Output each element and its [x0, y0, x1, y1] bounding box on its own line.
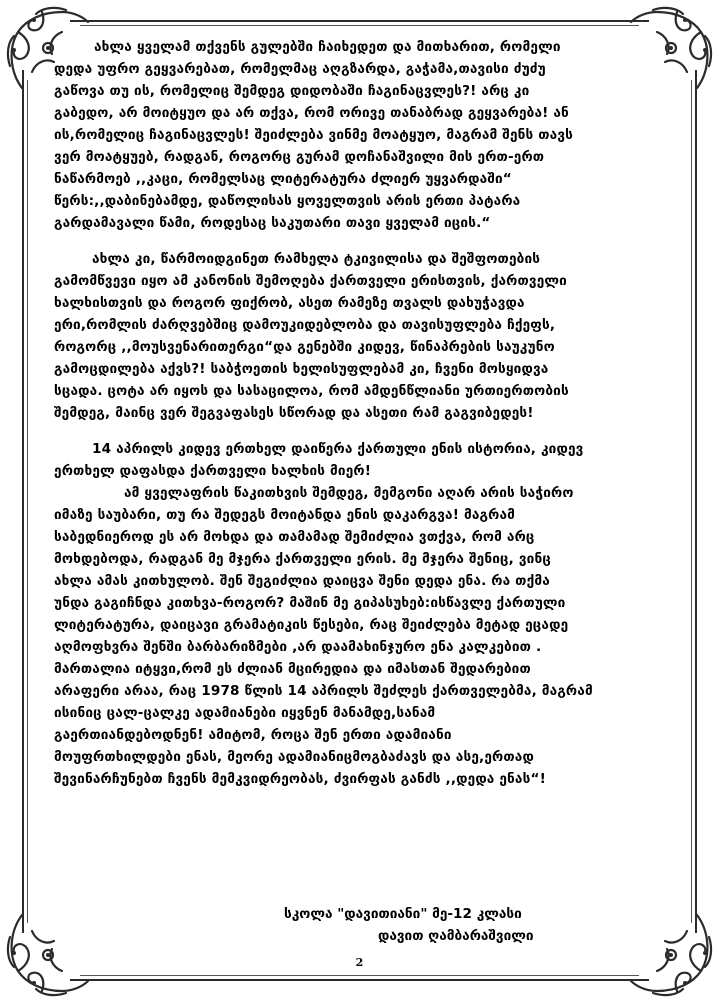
- page-number: 2: [355, 956, 364, 969]
- text-line: 14 აპრილს კიდევ ერთხელ დაიწერა ქართული ენის ისტორია, კიდევ: [92, 441, 584, 457]
- text-line: მოხდებოდა, რადგან მე მჯერა ქართველი ერის. მე მჯერა შენიც, ვინც: [54, 551, 551, 567]
- frame-border-bottom: [70, 979, 649, 981]
- text-line: გარდამავალი წამი, როდესაც საკუთარი თავი ყველამ იცის.“: [54, 215, 491, 231]
- essay-paragraph: [54, 36, 634, 234]
- text-line: ლიტერატურა, დაიცავი გრამატიკის წესები, რაც შეიძლება მეტად ეცადე: [54, 617, 569, 633]
- text-line: გამომწვევი იყო ამ კანონის შემოღება ქართველი ერისთვის, ქართველი: [54, 273, 567, 289]
- ornament-corner-top-right-icon: [629, 2, 717, 90]
- text-line: სცადა. ცოტა არ იყოს და სასაცილოა, რომ ამდენწლიანი ურთიერთობის: [54, 383, 569, 399]
- text-line: შევინარჩუნებთ ჩვენს მემკვიდრეობას, ძვირფას განძს ,,დედა ენას“!: [54, 771, 546, 787]
- text-line: გაერთიანდებოდნენ! ამიტომ, როცა შენ ერთი ადამიანი: [54, 727, 452, 743]
- text-line: გამოცდილება აქვს?! საბჭოეთის ხელისუფლებამ კი, ჩვენი მოსყიდვა: [54, 361, 549, 377]
- frame-border-top: [70, 20, 649, 22]
- text-line: უნდა გაგიჩნდა კითხვა-როგორ? მაშინ მე გიპასუხებ:ისწავლე ქართული: [54, 595, 566, 611]
- text-line: გაწოვა თუ ის, რომელიც შემდეგ დიდობაში ჩაგინაცვლეს?! არც კი: [54, 83, 530, 99]
- text-line: აღმოფხვრა შენში ბარბარიზმები ,არ დაამახინჯურო ენა კალკებით .: [54, 639, 542, 655]
- signature-school: სკოლა "დავითიანი" მე-12 კლასი: [284, 906, 522, 922]
- text-line: მოუფრთხილდები ენას, მეორე ადამიანიცმოგბაძავს და ასე,ერთად: [54, 749, 534, 765]
- essay-paragraph: [54, 438, 634, 790]
- text-line: ხალხისთვის და როგორ ფიქრობ, ასეთ რამეზე თვალს დახუჭავდა: [54, 295, 525, 311]
- text-line: დედა უფრო გეყვარებათ, რომელმაც აღგზარდა, გაჭამა,თავისი ძუძუ: [54, 61, 546, 77]
- text-line: ის,რომელიც ჩაგინაცვლეს! შეიძლება ვინმე მოატყუო, მაგრამ შენს თავს: [54, 127, 574, 143]
- text-line: იმაზე საუბარი, თუ რა შედეგს მოიტანდა ენის დაკარგვა! მაგრამ: [54, 507, 516, 523]
- text-line: ნაწარმოებ ,,კაცი, რომელსაც ლიტერატურა ძლიერ უყვარდაში“: [54, 171, 512, 187]
- text-line: ახლა ამას კითხულობ. შენ შეგიძლია დაიცვა შენი დედა ენა. რა თქმა: [54, 573, 550, 589]
- frame-border-right: [695, 70, 697, 933]
- text-line: წერს:,,დაბინებამდე, დაწოლისას ყოველთვის არის ერთი პატარა: [54, 193, 521, 209]
- text-line: ერთხელ დაფასდა ქართველი ხალხის მიერ!: [54, 463, 372, 479]
- text-line: ამ ყველაფრის წაკითხვის შემდეგ, მემგონი აღარ არის საჭირო: [124, 485, 574, 501]
- frame-border-left-inner: [27, 80, 28, 923]
- text-line: გაბედო, არ მოიტყუო და არ თქვა, რომ ორივე თანაბრად გეყვარება! ან: [54, 105, 569, 121]
- frame-border-right-inner: [691, 80, 692, 923]
- text-line: ვერ მოატყუებ, რადგან, როგორც გურამ დოჩანაშვილი მის ერთ-ერთ: [54, 149, 545, 165]
- frame-border-top-inner: [80, 25, 639, 26]
- frame-border-left: [22, 70, 24, 933]
- text-line: საბედნიეროდ ეს არ მოხდა და თამამად შემიძლია ვთქვა, რომ არც: [54, 529, 535, 545]
- essay-body: [54, 36, 634, 790]
- text-line: შემდეგ, მაინც ვერ შეგვაფასეს სწორად და ასეთი რამ გაგვიბედეს!: [54, 405, 534, 421]
- text-line: ახლა კი, წარმოიდგინეთ რამხელა ტკივილისა და შეშფოთების: [92, 251, 541, 267]
- text-line: ახლა ყველამ თქვენს გულებში ჩაიხედეთ და მითხარით, რომელი: [94, 39, 561, 55]
- text-line: ერი,რომლის ძარღვებშიც დამოუკიდებლობა და თავისუფლება ჩქეფს,: [54, 317, 556, 333]
- text-line: მართალია იტყვი,რომ ეს ძლიან მცირედია და იმასთან შედარებით: [54, 661, 531, 677]
- essay-paragraph: [54, 248, 634, 424]
- text-line: ისინიც ცალ-ცალკე ადამიანები იყვნენ მანამდე,სანამ: [54, 705, 436, 721]
- text-line: როგორც ,,მოუსვენარითერგი“და გენებში კიდევ, წინაპრების საუკუნო: [54, 339, 555, 355]
- text-line: არაფერი არაა, რაც 1978 წლის 14 აპრილს შეძლეს ქართველებმა, მაგრამ: [54, 683, 593, 699]
- frame-border-bottom-inner: [80, 975, 639, 976]
- signature-author: დავით ღამბარაშვილი: [378, 928, 534, 944]
